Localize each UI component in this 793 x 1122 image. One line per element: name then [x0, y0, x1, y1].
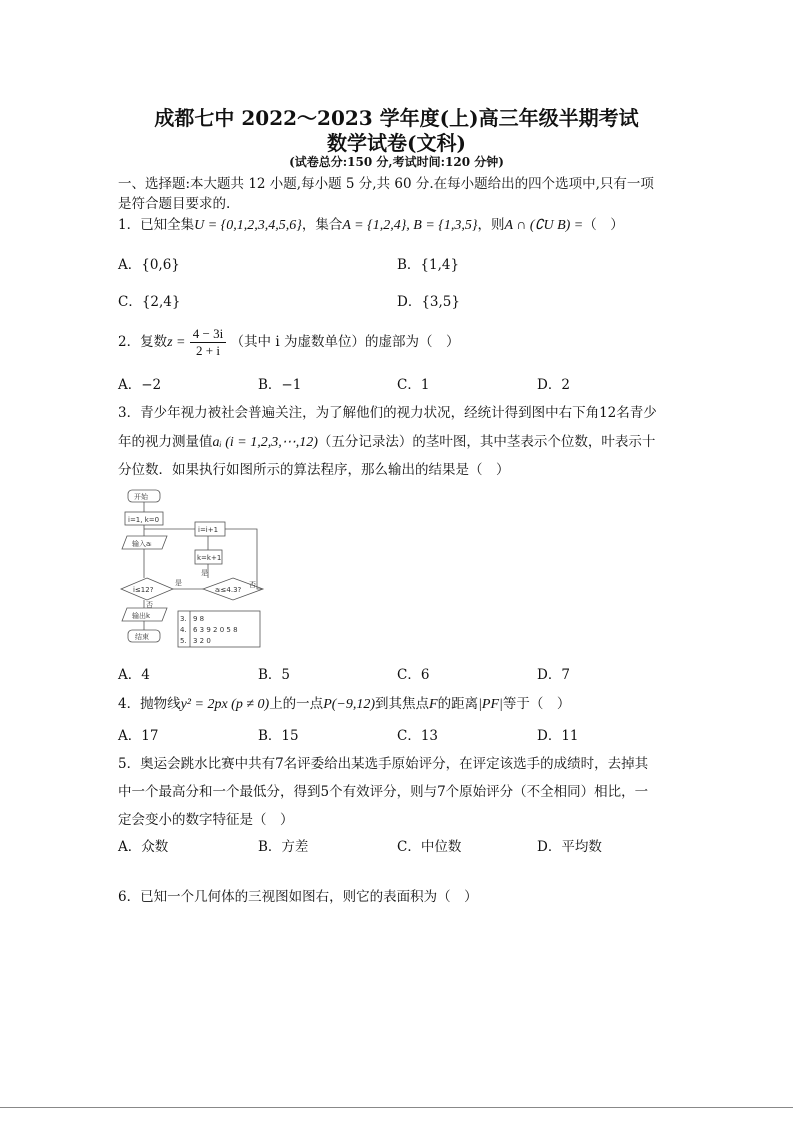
question-5-line-2: 中一个最高分和一个最低分，得到5个有效评分，则与7个原始评分（不全相同）相比，一 — [118, 784, 649, 800]
flow-start: 开始 — [134, 493, 148, 501]
q2-text: （其中 i 为虚数单位）的虚部为（ ） — [230, 334, 460, 350]
leaves: 6 3 9 2 0 5 8 — [193, 626, 238, 634]
q1-math-expr: A ∩ (∁U B) = — [504, 218, 584, 233]
q5-option-d: D．平均数 — [537, 839, 602, 855]
question-6-stem: 6．已知一个几何体的三视图如图右，则它的表面积为（ ） — [118, 889, 478, 905]
q2-math-z: z = — [167, 335, 186, 350]
question-3-line-3: 分位数．如果执行如图所示的算法程序，那么输出的结果是（ ） — [118, 462, 510, 478]
q5-option-c: C．中位数 — [397, 839, 462, 855]
flow-init: i=1, k=0 — [128, 516, 160, 524]
flow-input: 输入aᵢ — [132, 540, 152, 548]
exam-info: (试卷总分:150 分,考试时间:120 分钟) — [289, 155, 504, 169]
question-3-line-2 — [118, 430, 655, 451]
q4-math: |PF| — [478, 697, 503, 712]
q1-text: （ ） — [583, 217, 624, 233]
q4-option-b: B．15 — [258, 728, 299, 744]
q1-math-ab: A = {1,2,4}, B = {1,3,5} — [342, 218, 478, 233]
flow-cond-i: i≤12? — [133, 586, 154, 594]
flow-inc-i: i=i+1 — [198, 526, 219, 534]
q4-text: 上的一点 — [269, 696, 324, 712]
exam-subtitle: 数学试卷(文科) — [327, 131, 466, 155]
flow-output: 输出k — [132, 612, 151, 620]
q2-option-c: C．1 — [397, 377, 430, 393]
q2-option-a: A．−2 — [118, 377, 162, 393]
q1-option-b: B．{1,4} — [397, 257, 460, 273]
q4-math: y² = 2px (p ≠ 0) — [180, 697, 270, 712]
q1-math-u: U = {0,1,2,3,4,5,6} — [194, 218, 302, 233]
page-bottom-divider — [0, 1107, 793, 1108]
q2-option-d: D．2 — [537, 377, 570, 393]
flow-cond-a: aᵢ≤4.3? — [215, 586, 242, 594]
question-5-line-3: 定会变小的数字特征是（ ） — [118, 812, 294, 828]
q4-text: 等于（ ） — [502, 696, 571, 712]
leaves: 3 2 0 — [193, 637, 211, 645]
section-instructions-1: 一、选择题:本大题共 12 小题,每小题 5 分,共 60 分.在每小题给出的四个选项中,只有一项 — [118, 176, 654, 192]
section-instructions-2: 是符合题目要求的. — [118, 196, 231, 212]
flow-no-label: 否 — [249, 581, 256, 589]
q3-option-a: A．4 — [118, 667, 150, 683]
flowchart-figure — [115, 485, 265, 650]
question-4-stem — [118, 692, 570, 713]
q4-text: 到其焦点 — [375, 696, 430, 712]
q4-math: F — [429, 697, 438, 712]
q3-text: 年的视力测量值 — [118, 434, 213, 450]
question-5-line-1: 5．奥运会跳水比赛中共有7名评委给出某选手原始评分，在评定该选手的成绩时，去掉其 — [118, 756, 649, 772]
flow-end: 结束 — [135, 633, 149, 641]
flow-yes-label: 是 — [201, 569, 208, 577]
q3-math: aᵢ (i = 1,2,3,⋯,12) — [212, 435, 318, 450]
stem: 3. — [180, 615, 187, 623]
question-3-line-1: 3．青少年视力被社会普遍关注，为了解他们的视力状况，经统计得到图中右下角12名青少 — [118, 405, 657, 421]
q2-option-b: B．−1 — [258, 377, 302, 393]
stem: 5. — [180, 637, 187, 645]
q1-text: ，则 — [477, 217, 505, 233]
q3-option-d: D．7 — [537, 667, 570, 683]
flow-yes-label: 是 — [175, 579, 182, 587]
q4-math: P(−9,12) — [323, 697, 376, 712]
q4-option-d: D．11 — [537, 728, 579, 744]
question-1-stem — [118, 213, 624, 234]
q3-text: （五分记录法）的茎叶图，其中茎表示个位数，叶表示十 — [317, 434, 656, 450]
q4-option-a: A．17 — [118, 728, 159, 744]
q2-denominator: 2 + i — [196, 343, 220, 358]
q4-text: 4．抛物线 — [118, 696, 181, 712]
exam-title: 成都七中 2022～2023 学年度(上)高三年级半期考试 — [154, 106, 639, 130]
q2-fraction — [190, 326, 226, 359]
q1-option-a: A．{0,6} — [118, 257, 180, 273]
q4-option-c: C．13 — [397, 728, 439, 744]
stem: 4. — [180, 626, 187, 634]
q2-numerator: 4 − 3i — [190, 326, 226, 343]
q5-option-b: B．方差 — [258, 839, 309, 855]
question-2-stem — [118, 326, 459, 359]
q1-text: ，集合 — [301, 217, 343, 233]
flow-inc-k: k=k+1 — [197, 554, 222, 562]
q3-option-c: C．6 — [397, 667, 430, 683]
q1-option-c: C．{2,4} — [118, 294, 181, 310]
flow-no-label: 否 — [146, 601, 153, 609]
q4-text: 的距离 — [437, 696, 479, 712]
q1-option-d: D．{3,5} — [397, 294, 460, 310]
q3-option-b: B．5 — [258, 667, 291, 683]
q1-text: 1．已知全集 — [118, 217, 195, 233]
q2-text: 2．复数 — [118, 334, 168, 350]
q5-option-a: A．众数 — [118, 839, 169, 855]
leaves: 9 8 — [193, 615, 205, 623]
